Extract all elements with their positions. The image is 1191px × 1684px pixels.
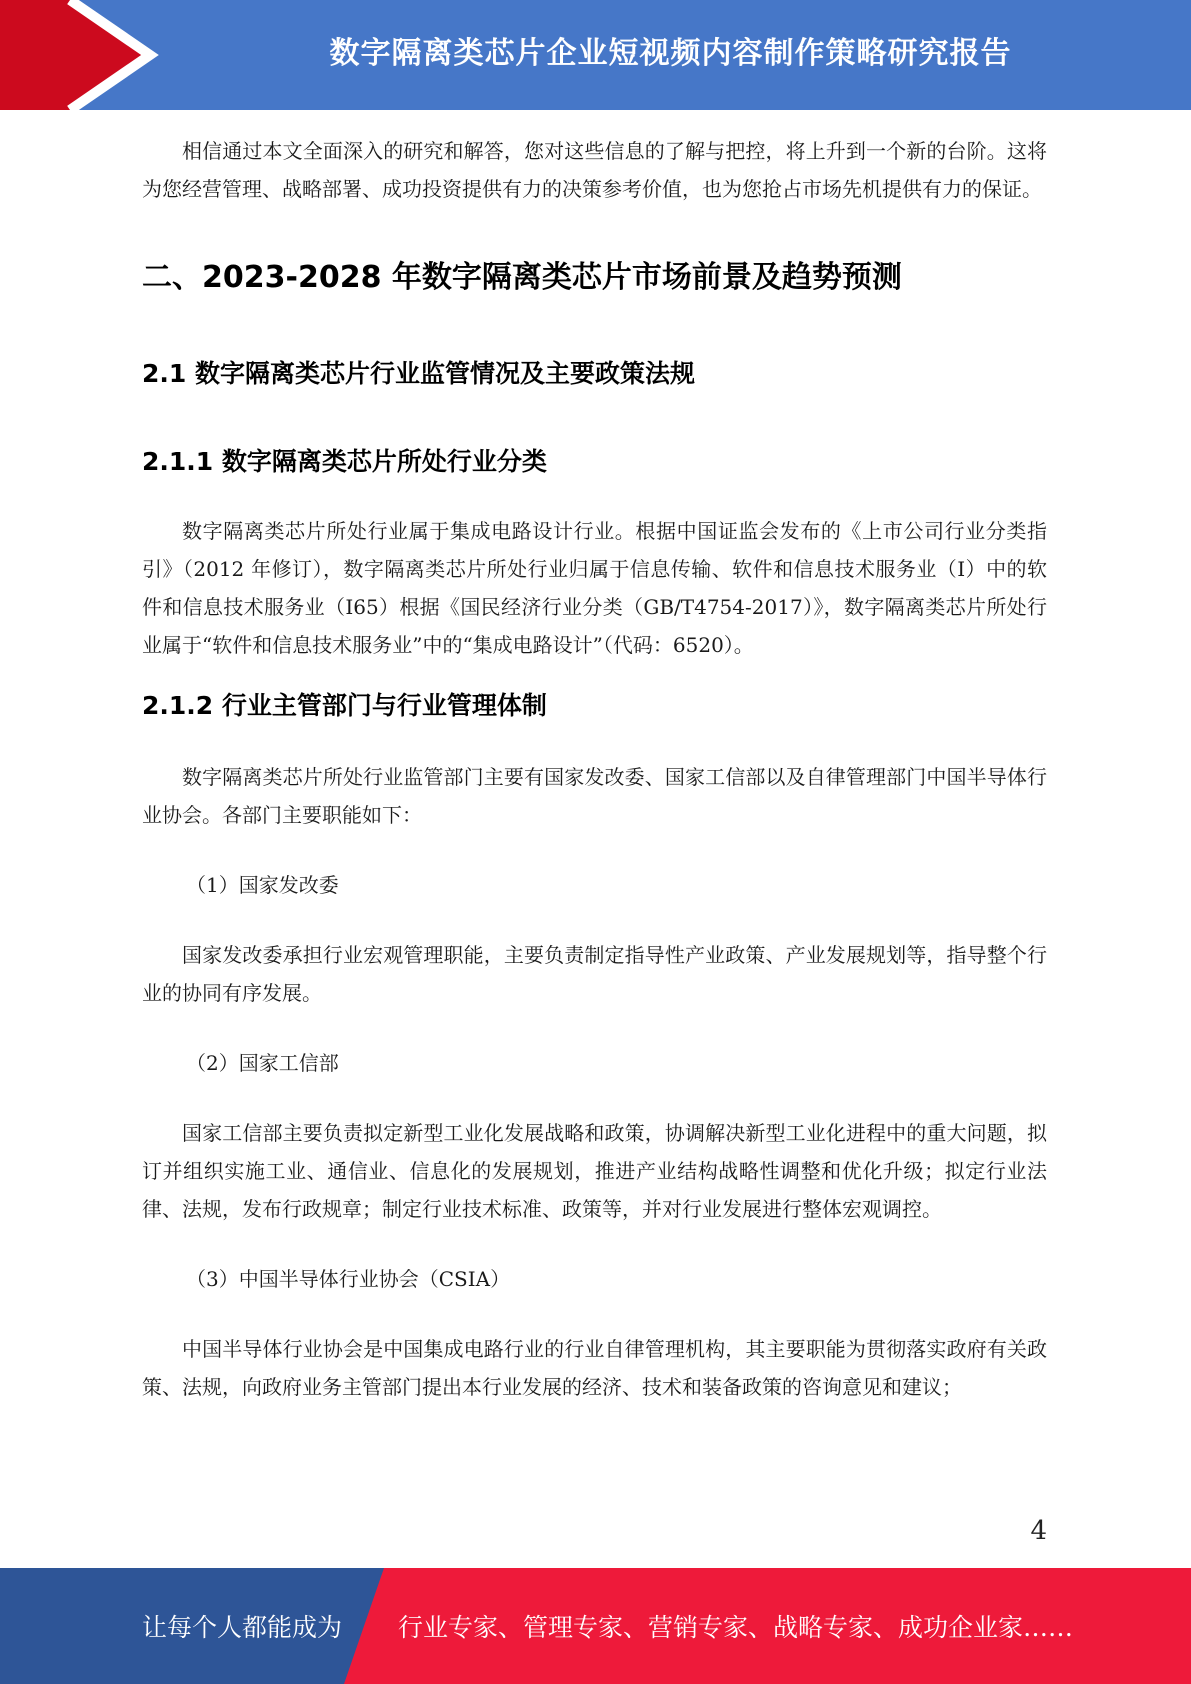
page-header bbox=[0, 0, 1191, 110]
item-3-label: （3）中国半导体行业协会（CSIA） bbox=[186, 1267, 511, 1291]
page-footer bbox=[0, 1568, 1191, 1684]
page-number: 4 bbox=[1030, 1516, 1047, 1546]
item-1-text: 国家发改委承担行业宏观管理职能，主要负责制定指导性产业政策、产业发展规划等，指导整个行业的协同有序发展。 bbox=[142, 943, 1047, 1005]
report-title: 数字隔离类芯片企业短视频内容制作策略研究报告 bbox=[329, 36, 1012, 71]
section-title: 二、2023-2028 年数字隔离类芯片市场前景及趋势预测 bbox=[142, 260, 902, 295]
paragraph-regulators: 数字隔离类芯片所处行业监管部门主要有国家发改委、国家工信部以及自律管理部门中国半导体行业协会。各部门主要职能如下： bbox=[142, 765, 1047, 827]
item-2-text: 国家工信部主要负责拟定新型工业化发展战略和政策，协调解决新型工业化进程中的重大问题，拟订并组织实施工业、通信业、信息化的发展规划，推进产业结构战略性调整和优化升级；拟定行业法律、法规，发布行政规章；制定行业技术标准、政策等，并对行业发展进行整体宏观调控。 bbox=[142, 1121, 1047, 1221]
paragraph-industry-classification: 数字隔离类芯片所处行业属于集成电路设计行业。根据中国证监会发布的《上市公司行业分类指引》（2012 年修订），数字隔离类芯片所处行业归属于信息传输、软件和信息技术服务业（I）中的软件和信息技术服务业（I65）根据《国民经济行业分类（GB/T4754-2017）》，数字隔离类芯片所处行业属于“软件和信息技术服务业”中的“集成电路设计”（代码：6520）。 bbox=[142, 519, 1047, 657]
item-2-label: （2）国家工信部 bbox=[186, 1051, 339, 1075]
footer-slogan-right: 行业专家、管理专家、营销专家、战略专家、成功企业家…… bbox=[398, 1613, 1074, 1642]
page-content bbox=[142, 132, 1047, 1406]
subsection-2-1-1-title: 2.1.1 数字隔离类芯片所处行业分类 bbox=[142, 447, 547, 476]
intro-paragraph: 相信通过本文全面深入的研究和解答，您对这些信息的了解与把控，将上升到一个新的台阶。这将为您经营管理、战略部署、成功投资提供有力的决策参考价值，也为您抢占市场先机提供有力的保证。 bbox=[142, 139, 1047, 201]
footer-slogan-left: 让每个人都能成为 bbox=[142, 1613, 343, 1642]
item-3-text: 中国半导体行业协会是中国集成电路行业的行业自律管理机构，其主要职能为贯彻落实政府有关政策、法规，向政府业务主管部门提出本行业发展的经济、技术和装备政策的咨询意见和建议； bbox=[142, 1337, 1047, 1399]
item-1-label: （1）国家发改委 bbox=[186, 873, 339, 897]
subsection-2-1-title: 2.1 数字隔离类芯片行业监管情况及主要政策法规 bbox=[142, 359, 695, 388]
subsection-2-1-2-title: 2.1.2 行业主管部门与行业管理体制 bbox=[142, 691, 547, 720]
